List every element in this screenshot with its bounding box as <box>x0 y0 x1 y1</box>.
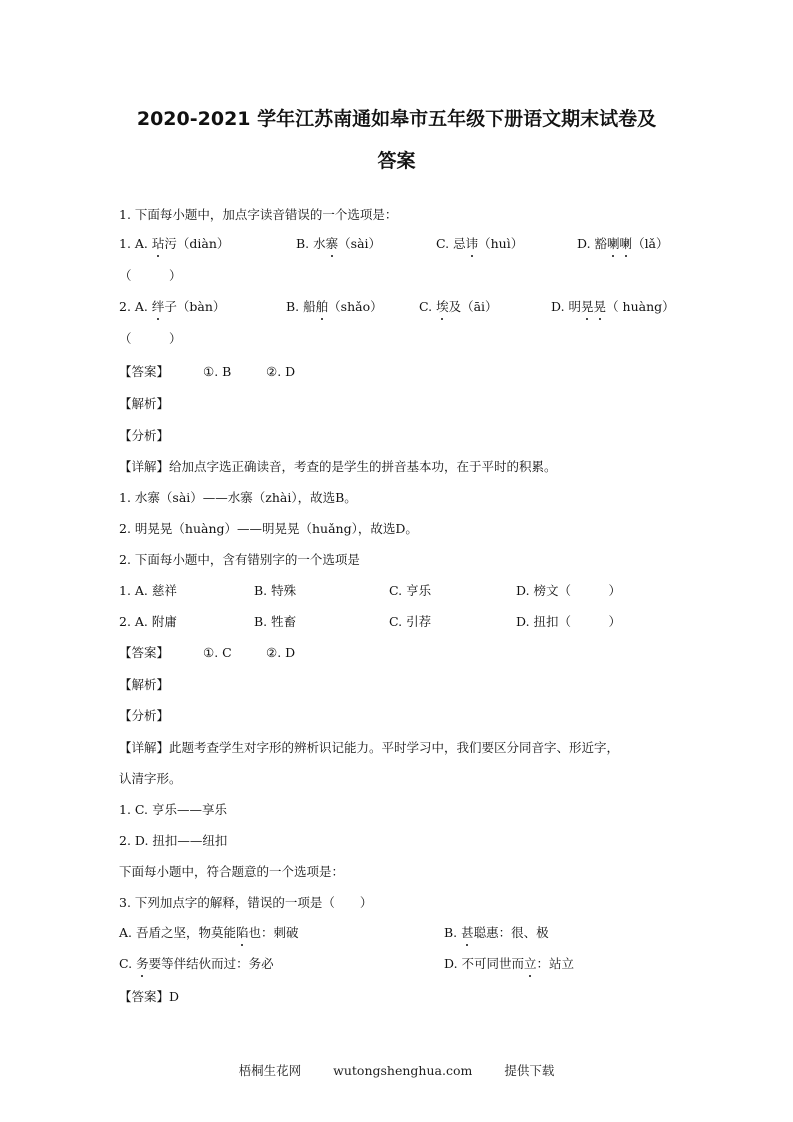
q1-detail-explanation: 【详解】给加点字选正确读音，考查的是学生的拼音基本功，在于平时的积累。 <box>119 459 557 474</box>
q1-sub2-option-b <box>286 299 383 315</box>
emphasis-dot-char: 陷 <box>235 925 249 940</box>
q2-sub1-option-b: B. 特殊 <box>254 583 297 598</box>
q2-breakdown-label: 【分析】 <box>119 708 170 723</box>
answer-value-1: ①. C <box>203 645 232 660</box>
emphasis-dot-char: 喇 <box>619 236 633 251</box>
q3-stem: 3. 下列加点字的解释，错误的一项是（ ） <box>119 895 373 910</box>
q3-intro: 下面每小题中，符合题意的一个选项是： <box>119 864 345 879</box>
q3-option-d <box>444 956 574 972</box>
option-text: （sài） <box>338 236 382 251</box>
q1-detail-2: 2. 明晃晃（huàng）——明晃晃（huǎng），故选D。 <box>119 521 418 536</box>
q1-breakdown-label: 【分析】 <box>119 428 170 443</box>
emphasis-dot-char: 寨 <box>325 236 339 251</box>
q3-option-b <box>444 925 549 941</box>
option-text: （shǎo） <box>328 299 383 314</box>
option-text: D. 明 <box>551 299 582 314</box>
emphasis-dot-char: 舶 <box>315 299 329 314</box>
option-text: B. 船 <box>286 299 316 314</box>
option-text: 及（āi） <box>448 299 498 314</box>
q2-sub2-option-a: 2. A. 附庸 <box>119 614 177 629</box>
option-text: 聪惠：很、极 <box>473 925 549 940</box>
q1-sub1-options <box>119 236 679 254</box>
q1-sub1-option-d <box>577 236 669 252</box>
footer-site-name: 梧桐生花网 <box>238 1063 302 1078</box>
q3-options-row-2 <box>119 956 679 974</box>
option-text: 污（diàn） <box>164 236 230 251</box>
emphasis-dot-char: 绊 <box>151 299 165 314</box>
q3-answer: 【答案】D <box>119 989 180 1004</box>
q1-sub2-option-d <box>551 299 675 315</box>
q3-option-a <box>119 925 299 941</box>
page-footer <box>0 1061 793 1079</box>
document-title-line1: 2020-2021 学年江苏南通如皋市五年级下册语文期末试卷及 <box>136 108 657 130</box>
option-text: （ huàng） <box>606 299 675 314</box>
option-text: 要等伴结伙而过：务必 <box>148 956 274 971</box>
q2-sub1-option-d: D. 榜文（ ） <box>516 583 622 598</box>
option-text: A. 吾盾之坚，物莫能 <box>119 925 236 940</box>
option-text: 子（bàn） <box>164 299 226 314</box>
q1-stem: 1. 下面每小题中，加点字读音错误的一个选项是： <box>119 207 398 222</box>
document-title-line2: 答案 <box>377 150 416 172</box>
q1-analysis-label: 【解析】 <box>119 396 170 411</box>
q2-detail-explanation-1: 【详解】此题考查学生对字形的辨析识记能力。平时学习中，我们要区分同音字、形近字， <box>119 740 620 755</box>
q1-sub2-number: 2. A. <box>119 299 152 314</box>
option-text: C. 忌 <box>436 236 466 251</box>
q2-analysis-label: 【解析】 <box>119 677 170 692</box>
q1-sub2-option-a <box>119 299 225 315</box>
emphasis-dot-char: 晃 <box>581 299 594 314</box>
q2-stem: 2. 下面每小题中，含有错别字的一个选项是 <box>119 552 360 567</box>
footer-note: 提供下载 <box>504 1063 555 1078</box>
option-text: 也：刺破 <box>248 925 299 940</box>
emphasis-dot-char: 讳 <box>465 236 479 251</box>
emphasis-dot-char: 务 <box>136 956 149 971</box>
q1-sub1-number: 1. A. <box>119 236 152 251</box>
q2-answer <box>119 645 679 663</box>
q2-sub2-options <box>119 614 679 632</box>
q2-sub1-option-c: C. 亨乐 <box>389 583 432 598</box>
q2-detail-2: 2. D. 扭扣——纽扣 <box>119 833 228 848</box>
option-text: C. <box>419 299 437 314</box>
option-text: （lǎ） <box>632 236 669 251</box>
q2-sub2-option-d: D. 扭扣（ ） <box>516 614 622 629</box>
q3-option-c <box>119 956 274 972</box>
answer-value-2: ②. D <box>266 645 296 660</box>
q1-sub1-answer-blank: （ ） <box>119 268 182 283</box>
emphasis-dot-char: 埃 <box>436 299 449 314</box>
answer-value-1: ①. B <box>203 364 232 379</box>
q2-sub1-options <box>119 583 679 601</box>
option-text: D. 不可同世而 <box>444 956 525 971</box>
q1-sub1-option-a <box>119 236 229 252</box>
q1-sub1-option-b <box>296 236 381 252</box>
answer-value-2: ②. D <box>266 364 296 379</box>
answer-label: 【答案】 <box>119 645 170 660</box>
q1-sub2-answer-blank: （ ） <box>119 331 182 346</box>
q2-sub2-option-b: B. 牲畜 <box>254 614 297 629</box>
q3-options-row-1 <box>119 925 679 943</box>
q2-detail-explanation-2: 认清字形。 <box>119 771 182 786</box>
option-text: B. <box>444 925 462 940</box>
emphasis-dot-char: 喇 <box>607 236 620 251</box>
option-text: B. 水 <box>296 236 326 251</box>
emphasis-dot-char: 甚 <box>461 925 474 940</box>
q2-detail-1: 1. C. 亨乐——享乐 <box>119 802 227 817</box>
option-text: （huì） <box>478 236 524 251</box>
q2-sub2-option-c: C. 引荐 <box>389 614 432 629</box>
emphasis-dot-char: 立 <box>524 956 537 971</box>
emphasis-dot-char: 玷 <box>151 236 165 251</box>
footer-url[interactable]: wutongshenghua.com <box>333 1063 473 1078</box>
emphasis-dot-char: 晃 <box>593 299 607 314</box>
q1-sub1-option-c <box>436 236 523 252</box>
option-text: ：站立 <box>536 956 575 971</box>
q1-detail-1: 1. 水寨（sài）——水寨（zhài），故选B。 <box>119 490 357 505</box>
option-text: C. <box>119 956 137 971</box>
q1-answer <box>119 364 679 382</box>
q2-sub1-option-a: 1. A. 慈祥 <box>119 583 177 598</box>
answer-label: 【答案】 <box>119 364 170 379</box>
q1-sub2-options <box>119 299 679 317</box>
q1-sub2-option-c <box>419 299 498 315</box>
option-text: D. 豁 <box>577 236 608 251</box>
